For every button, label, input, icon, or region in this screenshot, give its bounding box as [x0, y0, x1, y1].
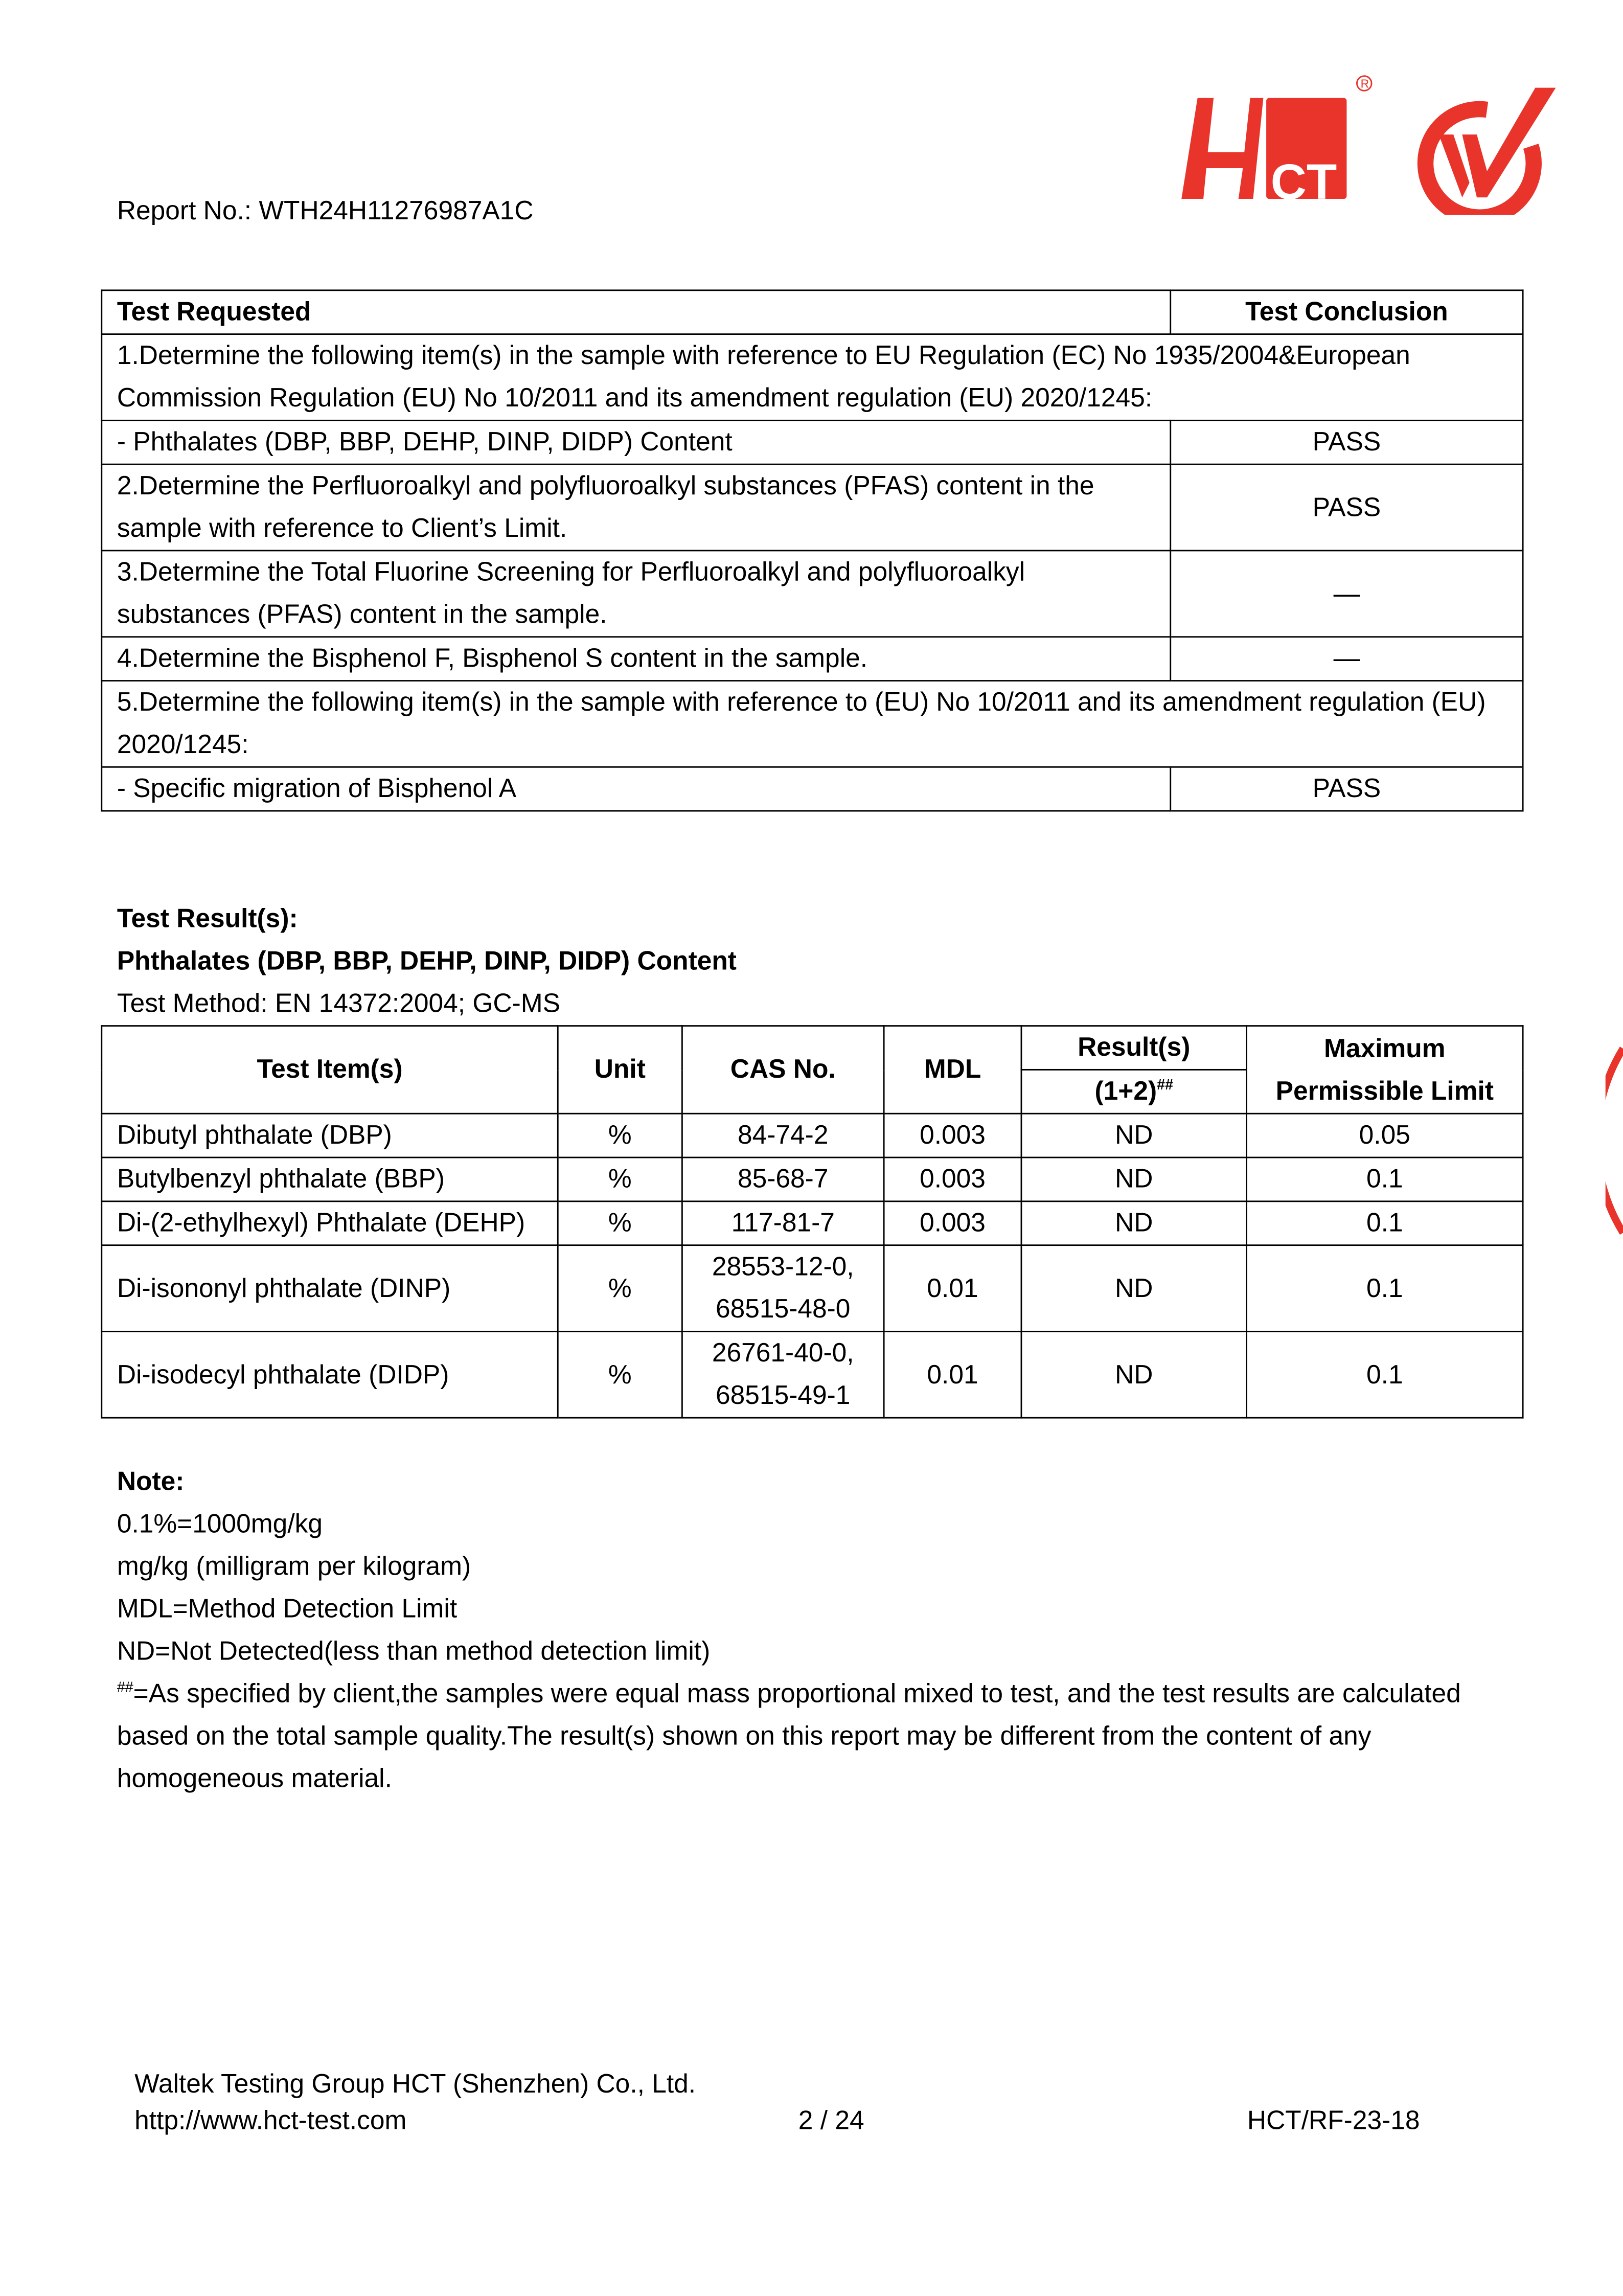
- header-test-requested: Test Requested: [102, 290, 1171, 334]
- header-limit-line1: Maximum: [1324, 1033, 1446, 1063]
- result-cell: ND: [1021, 1331, 1247, 1418]
- mdl-cell: 0.003: [884, 1201, 1021, 1245]
- header-limit: [1246, 1026, 1523, 1114]
- result-row: [102, 1113, 1523, 1157]
- test-item-cell: Di-(2-ethylhexyl) Phthalate (DEHP): [102, 1201, 558, 1245]
- test-requested-cell: 1.Determine the following item(s) in the sample with reference to EU Regulation (EC) No 1935/2004&European Commission Regulation (EU) No 10/2011 and its amendment regulation (EU) 2020/1245:: [102, 334, 1523, 421]
- svg-text:R: R: [1360, 77, 1369, 90]
- summary-row: [102, 767, 1523, 811]
- footnote-text: =As specified by client,the samples were equal mass proportional mixed to test, and the test results are calculated: [133, 1678, 1461, 1708]
- result-row: [102, 1245, 1523, 1332]
- footnote-text: based on the total sample quality.The result(s) shown on this report may be different from the content of any: [117, 1721, 1371, 1751]
- footnote-line: [117, 1758, 1461, 1800]
- footnote-line: [117, 1715, 1461, 1758]
- note-line: MDL=Method Detection Limit: [117, 1594, 458, 1624]
- header-limit-line2: Permissible Limit: [1275, 1075, 1494, 1105]
- cas-number: 85-68-7: [737, 1164, 829, 1194]
- result-row: [102, 1157, 1523, 1201]
- result-cell: ND: [1021, 1245, 1247, 1332]
- cas-number: 26761-40-0,: [712, 1338, 854, 1368]
- limit-cell: 0.1: [1246, 1331, 1523, 1418]
- test-conclusion-cell: PASS: [1171, 464, 1523, 551]
- cas-number: 28553-12-0,: [712, 1252, 854, 1281]
- notes-list: [117, 1503, 1461, 1800]
- results-heading: Test Result(s):: [117, 903, 298, 933]
- limit-cell: 0.05: [1246, 1113, 1523, 1157]
- header-result-sub: [1021, 1070, 1247, 1113]
- note-line: mg/kg (milligram per kilogram): [117, 1551, 471, 1581]
- test-requested-cell: 4.Determine the Bisphenol F, Bisphenol S content in the sample.: [102, 637, 1171, 681]
- result-sup-mark: ##: [1157, 1078, 1173, 1094]
- unit-cell: %: [558, 1113, 682, 1157]
- test-requested-cell: - Specific migration of Bisphenol A: [102, 767, 1171, 811]
- hct-logo: [1177, 73, 1382, 204]
- footer-page-number: 2 / 24: [798, 2105, 864, 2135]
- test-requested-cell: 2.Determine the Perfluoroalkyl and polyfluoroalkyl substances (PFAS) content in the sample with reference to Client’s Limit.: [102, 464, 1171, 551]
- result-cell: ND: [1021, 1113, 1247, 1157]
- note-line: ND=Not Detected(less than method detection limit): [117, 1636, 711, 1666]
- note-title: Note:: [117, 1466, 185, 1496]
- mdl-cell: 0.01: [884, 1245, 1021, 1332]
- seal-stamp-edge: [1606, 1045, 1623, 1236]
- cas-number: 68515-49-1: [716, 1380, 851, 1410]
- summary-row: [102, 464, 1523, 551]
- mdl-cell: 0.003: [884, 1113, 1021, 1157]
- result-row: [102, 1201, 1523, 1245]
- test-conclusion-cell: PASS: [1171, 767, 1523, 811]
- cas-number: 117-81-7: [731, 1208, 835, 1237]
- header-test-item: Test Item(s): [102, 1026, 558, 1114]
- cas-cell: [682, 1113, 884, 1157]
- test-item-cell: Dibutyl phthalate (DBP): [102, 1113, 558, 1157]
- test-conclusion-cell: PASS: [1171, 420, 1523, 464]
- test-item-cell: Di-isononyl phthalate (DINP): [102, 1245, 558, 1332]
- result-row: [102, 1331, 1523, 1418]
- mdl-cell: 0.003: [884, 1157, 1021, 1201]
- unit-cell: %: [558, 1331, 682, 1418]
- limit-cell: 0.1: [1246, 1201, 1523, 1245]
- test-requested-cell: 5.Determine the following item(s) in the sample with reference to (EU) No 10/2011 and its amendment regulation (EU) 2020/1245:: [102, 681, 1523, 767]
- note-line: 0.1%=1000mg/kg: [117, 1509, 323, 1539]
- test-conclusion-cell: —: [1171, 637, 1523, 681]
- unit-cell: %: [558, 1157, 682, 1201]
- limit-cell: 0.1: [1246, 1157, 1523, 1201]
- summary-row: [102, 334, 1523, 421]
- limit-cell: 0.1: [1246, 1245, 1523, 1332]
- summary-row: [102, 551, 1523, 637]
- footer-form-number: HCT/RF-23-18: [1247, 2105, 1420, 2135]
- test-method: Test Method: EN 14372:2004; GC-MS: [117, 988, 560, 1018]
- svg-text:CT: CT: [1270, 154, 1337, 205]
- footer-url[interactable]: http://www.hct-test.com: [134, 2105, 407, 2135]
- cas-number: 84-74-2: [737, 1120, 829, 1150]
- cas-cell: [682, 1157, 884, 1201]
- header-cas: CAS No.: [682, 1026, 884, 1114]
- header-test-conclusion: Test Conclusion: [1171, 290, 1523, 334]
- report-number: Report No.: WTH24H11276987A1C: [117, 196, 534, 225]
- test-summary-table: [101, 289, 1523, 811]
- footnote-mark: ##: [117, 1680, 133, 1697]
- result-sub-label: (1+2): [1094, 1076, 1157, 1106]
- phthalates-results-table: [101, 1025, 1523, 1418]
- footnote-text: homogeneous material.: [117, 1763, 392, 1793]
- cas-cell: [682, 1201, 884, 1245]
- unit-cell: %: [558, 1245, 682, 1332]
- result-cell: ND: [1021, 1201, 1247, 1245]
- result-cell: ND: [1021, 1157, 1247, 1201]
- results-subheading: Phthalates (DBP, BBP, DEHP, DINP, DIDP) Content: [117, 946, 737, 975]
- summary-row: [102, 420, 1523, 464]
- test-requested-cell: 3.Determine the Total Fluorine Screening for Perfluoroalkyl and polyfluoroalkyl substances (PFAS) content in the sample.: [102, 551, 1171, 637]
- unit-cell: %: [558, 1201, 682, 1245]
- cas-cell: [682, 1245, 884, 1332]
- header-unit: Unit: [558, 1026, 682, 1114]
- waltek-check-logo: [1407, 80, 1560, 215]
- mdl-cell: 0.01: [884, 1331, 1021, 1418]
- footer-company: Waltek Testing Group HCT (Shenzhen) Co., Ltd.: [134, 2069, 696, 2099]
- cas-cell: [682, 1331, 884, 1418]
- footnote-line: [117, 1673, 1461, 1715]
- summary-row: [102, 637, 1523, 681]
- test-item-cell: Butylbenzyl phthalate (BBP): [102, 1157, 558, 1201]
- test-requested-cell: - Phthalates (DBP, BBP, DEHP, DINP, DIDP) Content: [102, 420, 1171, 464]
- cas-number: 68515-48-0: [716, 1294, 851, 1324]
- header-mdl: MDL: [884, 1026, 1021, 1114]
- summary-row: [102, 681, 1523, 767]
- test-conclusion-cell: —: [1171, 551, 1523, 637]
- test-item-cell: Di-isodecyl phthalate (DIDP): [102, 1331, 558, 1418]
- header-result: Result(s): [1021, 1026, 1247, 1070]
